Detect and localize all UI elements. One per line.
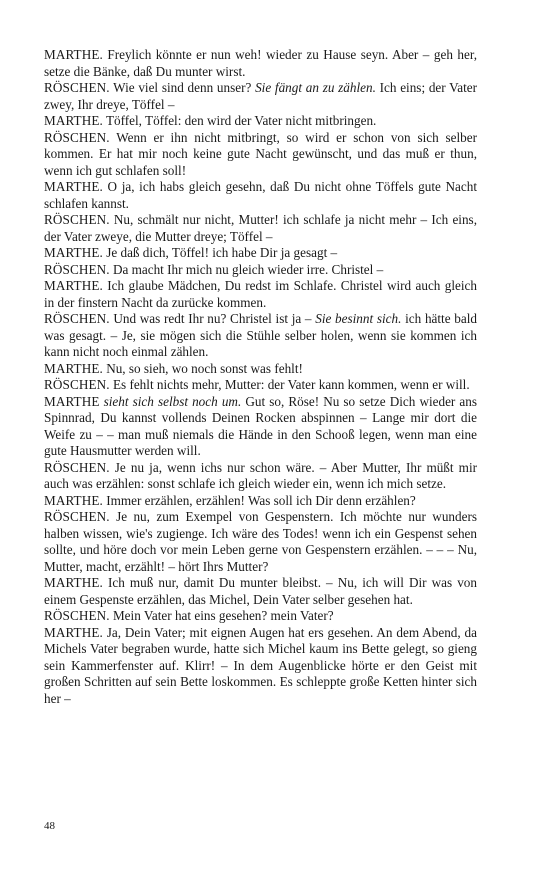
dialogue-paragraph	[44, 608, 477, 625]
dialogue-text: O ja, ich habs gleich gesehn, daß Du nicht ohne Töffels gute Nacht schlafen kannst.	[44, 179, 477, 211]
speaker-name: RÖSCHEN.	[44, 80, 110, 95]
dialogue-text: Ich eins; der Vater zwey, Ihr dreye, Töffel –	[44, 80, 477, 112]
dialogue-text: Und was redt Ihr nu? Christel ist ja –	[109, 311, 316, 326]
stage-direction: Sie fängt an zu zählen.	[255, 80, 376, 95]
speaker-name: RÖSCHEN.	[44, 377, 110, 392]
speaker-name: MARTHE.	[44, 492, 103, 508]
dialogue-text: Wie viel sind denn unser?	[109, 80, 256, 95]
dialogue-text: Ja, Dein Vater; mit eignen Augen hat ers gesehen. An dem Abend, da Michels Vater begraben wurde, hatte sich Michel kaum ins Bette gelegt, so gieng sein Kammerfenster auf. Klirr! – In dem Augenblicke hörte er den Geist mit großen Schritten auf sein Bette loskommen. Es schleppte große Ketten hinter sich her –	[44, 624, 477, 706]
dialogue-text: Je nu, zum Exempel von Gespenstern. Ich möchte nur wunders halben wissen, wie's zugienge. Ich wäre des Todes! wenn ich ein Gespenst sehen sollte, und höre doch vor mein Leben gerne von Gespenstern erzählen. – – – Nu, Mutter, macht, erzählt! – hört Ihrs Mutter?	[44, 509, 477, 574]
speaker-name: MARTHE.	[44, 575, 103, 590]
stage-direction: Sie besinnt sich.	[315, 311, 402, 326]
dialogue-paragraph	[44, 262, 477, 279]
document-body	[44, 47, 477, 707]
dialogue-text: Nu, schmält nur nicht, Mutter! ich schlafe ja nicht mehr – Ich eins, der Vater zweye, die Mutter dreye; Töffel –	[44, 212, 477, 244]
dialogue-text: Je daß dich, Töffel! ich habe Dir ja gesagt –	[102, 245, 338, 260]
dialogue-paragraph	[44, 394, 477, 460]
dialogue-paragraph	[44, 460, 477, 493]
page-number: 48	[44, 820, 55, 832]
dialogue-paragraph	[44, 361, 477, 378]
dialogue-text: Nu, so sieh, wo noch sonst was fehlt!	[102, 360, 303, 376]
dialogue-paragraph	[44, 509, 477, 575]
dialogue-paragraph	[44, 113, 477, 130]
speaker-name: RÖSCHEN.	[44, 261, 110, 277]
dialogue-paragraph	[44, 377, 477, 394]
dialogue-text: Je nu ja, wenn ichs nur schon wäre. – Aber Mutter, Ihr müßt mir auch was erzählen: sonst schlafe ich gleich wieder ein, wenn ich mich setze.	[44, 459, 477, 491]
dialogue-text: Es fehlt nichts mehr, Mutter: der Vater kann kommen, wenn er will.	[109, 377, 470, 392]
speaker-name: MARTHE.	[44, 245, 103, 260]
dialogue-paragraph	[44, 575, 477, 608]
speaker-name: RÖSCHEN.	[44, 608, 110, 623]
speaker-name: MARTHE.	[44, 278, 103, 293]
dialogue-text: Ich glaube Mädchen, Du redst im Schlafe. Christel wird auch gleich in der finstern Nacht da zurücke kommen.	[44, 278, 477, 310]
dialogue-text: Gut so, Röse! Nu so setze Dich wieder ans Spinnrad, Du kannst vollends Deinen Rocken abspinnen – Lange mir dort die Weife zu – – man muß niemals die Hände in den Schooß legen, wenn man eine gute Hausmutter werden will.	[44, 393, 477, 458]
stage-direction: sieht sich selbst noch um.	[103, 393, 242, 409]
dialogue-paragraph	[44, 278, 477, 311]
dialogue-text: Freylich könnte er nun weh! wieder zu Hause seyn. Aber – geh her, setze die Bänke, daß Du munter wirst.	[44, 47, 477, 79]
speaker-name: MARTHE	[44, 393, 100, 409]
dialogue-text: Töffel, Töffel: den wird der Vater nicht mitbringen.	[102, 113, 377, 128]
dialogue-text: Wenn er ihn nicht mitbringt, so wird er schon von sich selber kommen. Er hat mir noch keine gute Nacht gewünscht, und das muß er thun, wenn ich gut schlafen soll!	[44, 129, 477, 178]
dialogue-paragraph	[44, 493, 477, 510]
dialogue-paragraph	[44, 311, 477, 361]
speaker-name: RÖSCHEN.	[44, 311, 110, 326]
dialogue-text: Mein Vater hat eins gesehen? mein Vater?	[109, 608, 334, 623]
speaker-name: MARTHE.	[44, 113, 103, 128]
dialogue-text: Da macht Ihr mich nu gleich wieder irre. Christel –	[109, 261, 384, 277]
dialogue-text: ich hätte bald was gesagt. – Je, sie mögen sich die Stühle selber holen, wenn sie kommen ich kann nicht noch einmal zählen.	[44, 311, 477, 359]
dialogue-paragraph	[44, 179, 477, 212]
dialogue-paragraph	[44, 245, 477, 262]
speaker-name: MARTHE.	[44, 47, 103, 62]
speaker-name: MARTHE.	[44, 179, 103, 194]
speaker-name: MARTHE.	[44, 360, 103, 376]
speaker-name: RÖSCHEN.	[44, 509, 110, 524]
speaker-name: MARTHE.	[44, 624, 103, 640]
dialogue-text: Ich muß nur, damit Du munter bleibst. – Nu, ich will Dir was von einem Gespenste erzählen, das Michel, Dein Vater selber gesehen hat.	[44, 575, 477, 607]
dialogue-paragraph	[44, 47, 477, 80]
speaker-name: RÖSCHEN.	[44, 212, 110, 227]
speaker-name: RÖSCHEN.	[44, 129, 110, 145]
dialogue-paragraph	[44, 80, 477, 113]
speaker-name: RÖSCHEN.	[44, 459, 110, 475]
dialogue-text: Immer erzählen, erzählen! Was soll ich Dir denn erzählen?	[102, 492, 416, 508]
dialogue-paragraph	[44, 130, 477, 180]
dialogue-paragraph	[44, 625, 477, 708]
dialogue-paragraph	[44, 212, 477, 245]
